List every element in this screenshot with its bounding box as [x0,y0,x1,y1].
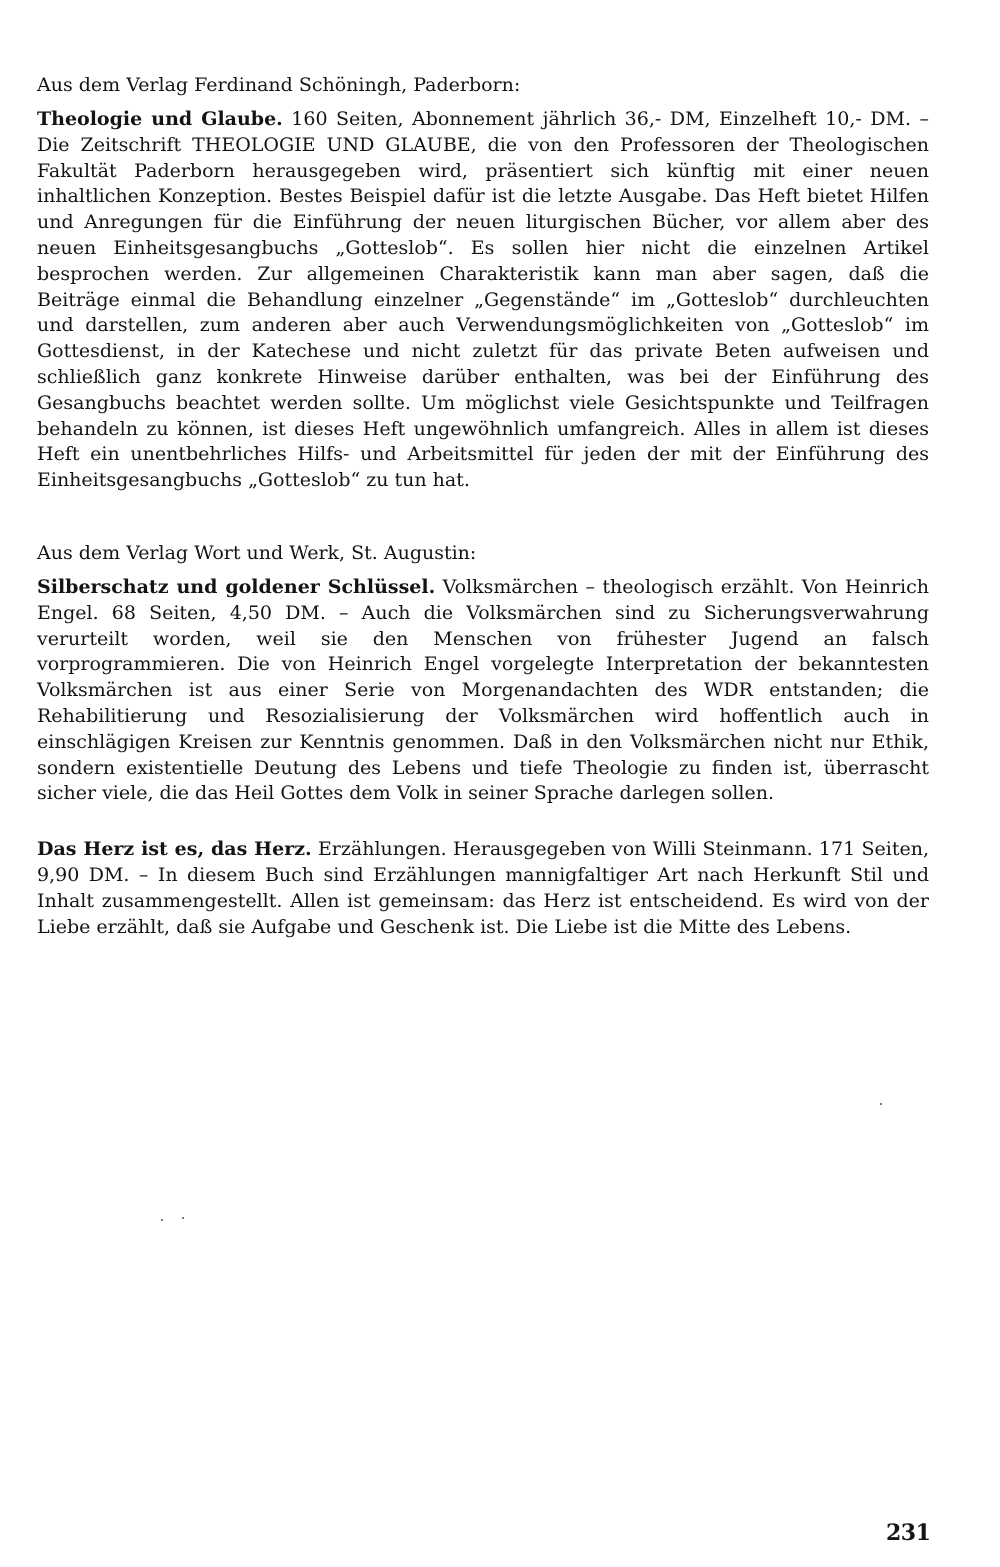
publisher-heading: Aus dem Verlag Ferdinand Schöningh, Paderborn: [37,74,521,96]
entry-title: Theologie und Glaube. [37,108,283,130]
page-number: 231 [886,1520,931,1546]
review-entry-das-herz [37,837,929,940]
entry-spacer [37,807,929,837]
publisher-heading: Aus dem Verlag Wort und Werk, St. Augustin: [37,541,477,564]
entry-text: Volksmärchen – theologisch erzählt. Von Heinrich Engel. 68 Seiten, 4,50 DM. – Auch die Volksmärchen sind zu Sicherungsverwahrung verurteilt worden, weil sie den Menschen von frühester Jugend an falsch vorprogrammieren. Die von Heinrich Engel vorgelegte Interpretation der bekanntesten Volksmärchen ist aus einer Serie von Morgenandachten des WDR entstanden; die Rehabilitierung und Resozialisierung der Volksmärchen wird hoffentlich auch in einschlägigen Kreisen zur Kenntnis genommen. Daß in den Volksmärchen nicht nur Ethik, sondern existentielle Deutung des Lebens und tiefe Theologie zu finden ist, überrascht sicher viele, die das Heil Gottes dem Volk in seiner Sprache darlegen sollen. [37,575,929,805]
page-body [37,72,929,940]
entry-text: Erzählungen. Herausgegeben von Willi Steinmann. 171 Seiten, 9,90 DM. – In diesem Buch sind Erzählungen mannigfaltiger Art nach Herkunft Stil und Inhalt zusammengestellt. Allen ist gemeinsam: das Herz ist entscheidend. Es wird von der Liebe erzählt, daß sie Aufgabe und Geschenk ist. Die Liebe ist die Mitte des Lebens. [37,838,929,938]
scan-speck [182,1217,184,1219]
entry-title: Silberschatz und goldener Schlüssel. [37,575,436,598]
review-entry-theologie-und-glaube [37,107,929,494]
section-spacer [37,494,929,540]
section-schoeningh [37,72,929,494]
review-entry-silberschatz [37,575,929,807]
scan-speck [880,1103,882,1105]
scan-speck [161,1219,163,1221]
entry-title: Das Herz ist es, das Herz. [37,838,312,861]
entry-text: 160 Seiten, Abonnement jährlich 36,- DM, Einzelheft 10,- DM. – Die Zeitschrift THEOLOGIE UND GLAUBE, die von den Professoren der Theologischen Fakultät Paderborn herausgegeben wird, präsentiert sich künftig mit einer neuen inhaltlichen Konzeption. Bestes Beispiel dafür ist die letzte Ausgabe. Das Heft bietet Hilfen und Anregungen für die Einführung der neuen liturgischen Bücher, vor allem aber des neuen Einheitsgesangbuchs „Gotteslob“. Es sollen hier nicht die einzelnen Artikel besprochen werden. Zur allgemeinen Charakteristik kann man aber sagen, daß die Beiträge einmal die Behandlung einzelner „Gegenstände“ im „Gotteslob“ durchleuchten und darstellen, zum anderen aber auch Verwendungsmöglichkeiten von „Gotteslob“ im Gottesdienst, in der Katechese und nicht zuletzt für das private Beten aufweisen und schließlich ganz konkrete Hinweise darüber enthalten, was bei der Einführung des Gesangbuchs beachtet werden sollte. Um möglichst viele Gesichtspunkte und Teilfragen behandeln zu können, ist dieses Heft ungewöhnlich umfangreich. Alles in allem ist dieses Heft ein unentbehrliches Hilfs- und Arbeitsmittel für jeden der mit der Einführung des Einheitsgesangbuchs „Gotteslob“ zu tun hat. [37,108,929,492]
section-wort-und-werk [37,540,929,940]
